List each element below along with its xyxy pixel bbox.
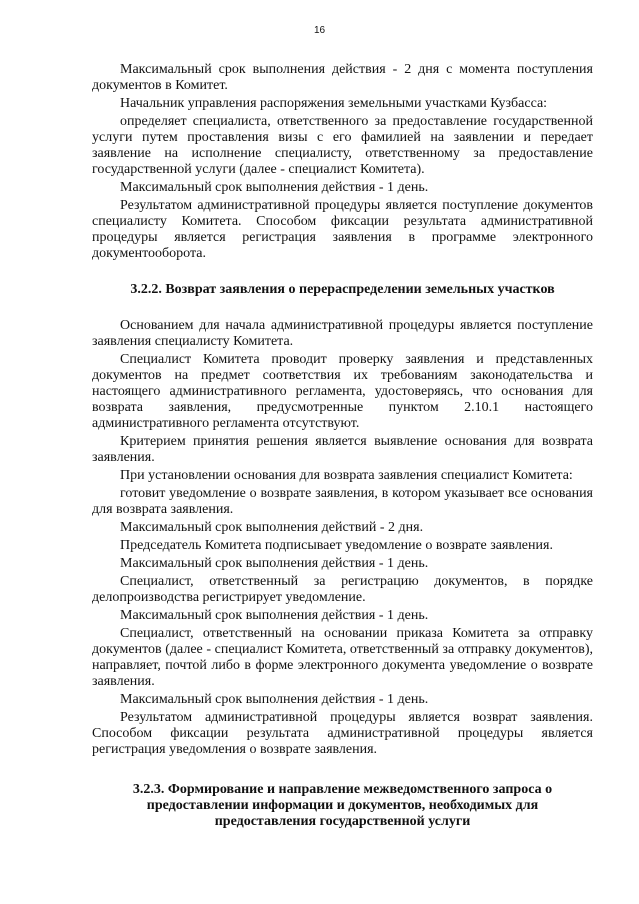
paragraph: Начальник управления распоряжения земельными участками Кузбасса: (120, 96, 548, 111)
paragraph: Председатель Комитета подписывает уведомление о возврате заявления. (120, 538, 553, 553)
paragraph: определяет специалиста, ответственного за предоставление государственной услуги путем проставления визы с его фамилией на заявлении и передает заявление на исполнение специалисту, ответственному за предоставление государственной услуги (далее - специалист Комитета). (92, 114, 593, 177)
section-heading-323-line: предоставлении информации и документов, необходимых для (146, 798, 539, 813)
page-number: 16 (313, 25, 326, 36)
paragraph: Максимальный срок выполнения действий - 2 дня. (120, 520, 424, 535)
paragraph: Максимальный срок выполнения действия - 1 день. (120, 608, 429, 623)
section-321-continuation (92, 62, 593, 262)
section-heading-323 (92, 782, 593, 830)
document-body (92, 62, 593, 830)
section-heading-323-line: предоставления государственной услуги (214, 814, 471, 829)
paragraph: Критерием принятия решения является выявление основания для возврата заявления. (92, 434, 593, 465)
paragraph: Максимальный срок выполнения действия - 1 день. (120, 692, 429, 707)
section-heading-322: 3.2.2. Возврат заявления о перераспределении земельных участков (130, 282, 555, 297)
paragraph: Основанием для начала административной процедуры является поступление заявления специалисту Комитета. (92, 318, 593, 349)
paragraph: Специалист Комитета проводит проверку заявления и представленных документов на предмет соответствия их требованиям законодательства и настоящего административного регламента, удостоверяясь, что основания для возврата заявления, предусмотренные пунктом 2.10.1 настоящего административного регламента отсутствуют. (92, 352, 593, 431)
paragraph: готовит уведомление о возврате заявления, в котором указывает все основания для возврата заявления. (92, 486, 593, 517)
paragraph: Специалист, ответственный за регистрацию документов, в порядке делопроизводства регистрирует уведомление. (92, 574, 593, 605)
section-322-body (92, 318, 593, 758)
paragraph: Результатом административной процедуры является поступление документов специалисту Комитета. Способом фиксации результата административной процедуры является регистрация заявления в программе электронного документооборота. (92, 198, 593, 261)
paragraph: Максимальный срок выполнения действия - 2 дня с момента поступления документов в Комитет. (92, 62, 593, 93)
paragraph: Специалист, ответственный на основании приказа Комитета за отправку документов (далее - специалист Комитета, ответственный за отправку документов), направляет, почтой либо в форме электронного документа уведомление о возврате заявления. (92, 626, 593, 689)
paragraph: Максимальный срок выполнения действия - 1 день. (120, 180, 429, 195)
paragraph: Максимальный срок выполнения действия - 1 день. (120, 556, 429, 571)
section-heading-323-line: 3.2.3. Формирование и направление межведомственного запроса о (132, 782, 553, 797)
paragraph: При установлении основания для возврата заявления специалист Комитета: (120, 468, 573, 483)
paragraph: Результатом административной процедуры является возврат заявления. Способом фиксации результата административной процедуры является регистрация уведомления о возврате заявления. (92, 710, 593, 757)
